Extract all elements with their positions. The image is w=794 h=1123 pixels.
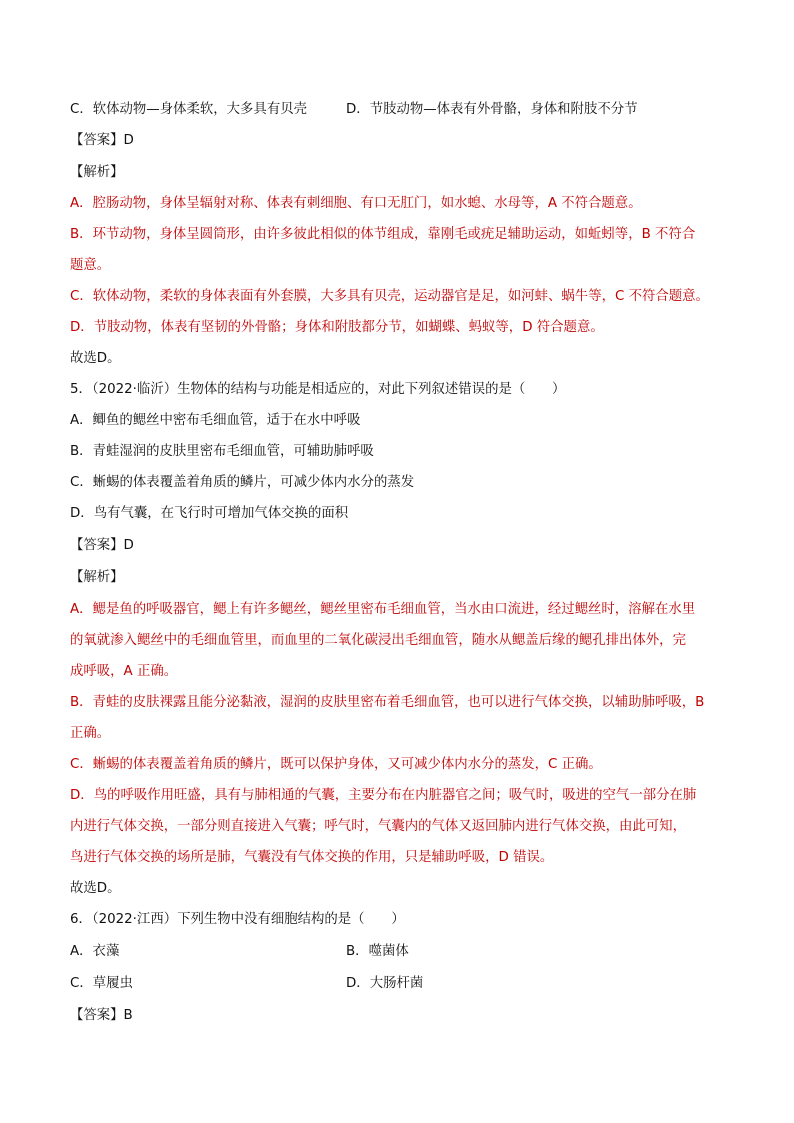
q5-analysis-line: 内进行气体交换，一部分则直接进入气囊；呼气时，气囊内的气体又返回肺内进行气体交换，由此可知， bbox=[70, 819, 686, 834]
q4-analysis-line: D．节肢动物，体表有坚韧的外骨骼；身体和附肢都分节，如蝴蝶、蚂蚁等，D 符合题意。 bbox=[70, 320, 604, 335]
q5-analysis-line: C．蜥蜴的体表覆盖着角质的鳞片，既可以保护身体，又可减少体内水分的蒸发，C 正确。 bbox=[70, 757, 602, 772]
q5-analysis-line: 正确。 bbox=[70, 726, 111, 741]
q4-option-d: D．节肢动物—体表有外骨骼，身体和附肢不分节 bbox=[346, 102, 638, 117]
q5-analysis-line: 鸟进行气体交换的场所是肺，气囊没有气体交换的作用，只是辅助呼吸，D 错误。 bbox=[70, 850, 554, 865]
q4-option-c: C．软体动物—身体柔软，大多具有贝壳 bbox=[70, 102, 307, 117]
q6-option-b: B．噬菌体 bbox=[346, 944, 409, 959]
q5-analysis-line: 成呼吸，A 正确。 bbox=[70, 664, 178, 679]
q6-stem: 6．（2022·江西）下列生物中没有细胞结构的是（ ） bbox=[70, 912, 405, 927]
q6-answer: 【答案】B bbox=[70, 1008, 133, 1023]
q5-option-c: C．蜥蜴的体表覆盖着角质的鳞片，可减少体内水分的蒸发 bbox=[70, 475, 415, 490]
q4-options-cd bbox=[70, 100, 742, 120]
q4-analysis-line: B．环节动物，身体呈圆筒形，由许多彼此相似的体节组成，靠刚毛或疣足辅助运动，如蚯蚓等，B 不符合 bbox=[70, 227, 696, 242]
q5-answer: 【答案】D bbox=[70, 538, 134, 553]
q4-analysis-line: 题意。 bbox=[70, 258, 111, 273]
q6-option-a: A．衣藻 bbox=[70, 944, 120, 959]
q5-analysis-label: 【解析】 bbox=[70, 570, 124, 585]
q4-answer: 【答案】D bbox=[70, 133, 134, 148]
q5-conclusion: 故选D。 bbox=[70, 881, 121, 896]
q5-option-b: B．青蛙湿润的皮肤里密布毛细血管，可辅助肺呼吸 bbox=[70, 444, 374, 459]
q4-analysis-line: C．软体动物，柔软的身体表面有外套膜，大多具有贝壳，运动器官是足，如河蚌、蜗牛等，C 不符合题意。 bbox=[70, 289, 709, 304]
q5-analysis-line: D．鸟的呼吸作用旺盛，具有与肺相通的气囊，主要分布在内脏器官之间；吸气时，吸进的空气一部分在肺 bbox=[70, 788, 697, 803]
q6-options-ab bbox=[70, 942, 742, 962]
q5-analysis-line: B．青蛙的皮肤裸露且能分泌黏液，湿润的皮肤里密布着毛细血管，也可以进行气体交换，以辅助肺呼吸，B bbox=[70, 695, 705, 710]
q4-analysis-label: 【解析】 bbox=[70, 165, 124, 180]
q5-option-d: D．鸟有气囊，在飞行时可增加气体交换的面积 bbox=[70, 506, 349, 521]
q5-analysis-line: 的氧就渗入鳃丝中的毛细血管里，而血里的二氧化碳浸出毛细血管，随水从鳃盖后缘的鳃孔排出体外，完 bbox=[70, 633, 686, 648]
q6-options-cd bbox=[70, 974, 742, 994]
q6-option-c: C．草履虫 bbox=[70, 976, 133, 991]
q4-analysis-line: A．腔肠动物，身体呈辐射对称、体表有刺细胞、有口无肛门，如水螅、水母等，A 不符合题意。 bbox=[70, 196, 642, 211]
q4-conclusion: 故选D。 bbox=[70, 351, 121, 366]
q5-stem: 5．（2022·临沂）生物体的结构与功能是相适应的，对此下列叙述错误的是（ ） bbox=[70, 382, 566, 397]
q5-analysis-line: A．鳃是鱼的呼吸器官，鳃上有许多鳃丝，鳃丝里密布毛细血管，当水由口流进，经过鳃丝时，溶解在水里 bbox=[70, 602, 696, 617]
q5-option-a: A．鲫鱼的鳃丝中密布毛细血管，适于在水中呼吸 bbox=[70, 413, 361, 428]
q6-option-d: D．大肠杆菌 bbox=[346, 976, 424, 991]
